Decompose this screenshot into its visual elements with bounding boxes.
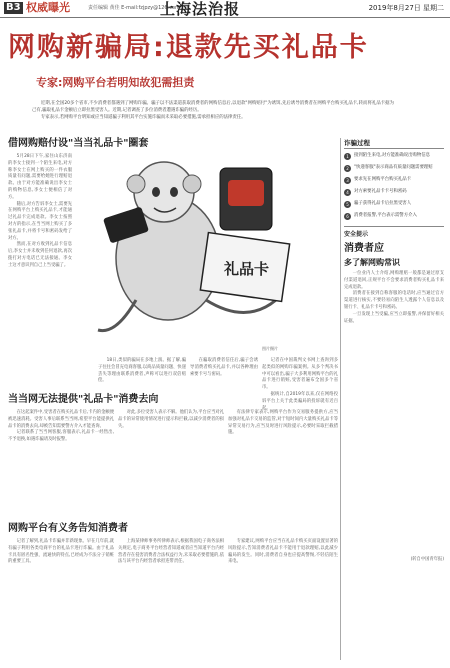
- sidebar-paragraph: 一位业内人士介绍,网购理赔一般都是通过原支付渠道退回,正规平台不会要求消费者购买礼品卡来完成退款。: [344, 271, 444, 290]
- sidebar-title: 消费者应: [344, 243, 384, 254]
- editor-info: 责任编辑 黄佳 E-mail:fzjpzy@126.com: [88, 5, 180, 11]
- list-item: [344, 177, 444, 184]
- list-item: [344, 213, 444, 220]
- sidebar-heading: 诈骗过程: [344, 138, 444, 149]
- issue-date: 2019年8月27日 星期二: [368, 4, 444, 12]
- step-number-icon: 1: [344, 153, 351, 160]
- article-paragraph: 对此,多位受害人表示不解。他们认为,平台应当对礼品卡的异常使用情况进行提示和拦截,以减少消费者的损失。: [118, 410, 224, 429]
- step-text: 要求先在网购平台购买礼品卡: [354, 177, 412, 182]
- step-text: 对方索要礼品卡卡号和密码: [354, 189, 407, 194]
- article-paragraph: 然而,在对方收到礼品卡信息后,李女士并未收到任何退款,再次拨打对方电话已无法接通。李女士这才意识到自己上当受骗了。: [8, 242, 72, 268]
- article-paragraph: 随后,对方告诉李女士,需要先在网购平台上购买礼品卡,才能通过礼品卡完成退款。李女士按照对方的指示,在当当网上购买了多张礼品卡,并将卡号和密码发给了对方。: [8, 201, 72, 241]
- step-text: 骗子获得礼品卡后拉黑受害人: [354, 201, 412, 206]
- photo-credit: 图片摄片: [262, 346, 278, 351]
- article-paragraph: 专家建议,网购平台应当在礼品卡购买页面设置显著的风险提示,告知消费者礼品卡不能用于退款理赔,以此减少骗局的发生。同时,消费者自身也应提高警惕,不轻信陌生来电。: [228, 539, 338, 565]
- section-title-1: 借网购赔付设"当当礼品卡"圈套: [8, 138, 149, 149]
- sidebar-subtitle: 多了解网购常识: [344, 258, 400, 267]
- list-item: [344, 153, 444, 160]
- section-title-3: 网购平台有义务告知消费者: [8, 523, 128, 534]
- article-column: [8, 410, 114, 516]
- sidebar-paragraph: 消费者在接到自称客服的电话时,应当通过官方渠道进行核实,不要轻易向陌生人透露个人信息以及银行卡、礼品卡卡号和密码。: [344, 291, 444, 310]
- step-number-icon: 6: [344, 213, 351, 220]
- step-number-icon: 3: [344, 177, 351, 184]
- column-name: 权威曝光: [26, 1, 70, 14]
- article-column: [118, 539, 224, 661]
- article-column: [8, 154, 72, 386]
- list-item: [344, 201, 444, 208]
- article-paragraph: 上海某律师事务所律师表示,根据我国电子商务法相关规定,电子商务平台经营者知道或者应当知道平台内经营者存在侵害消费者合法权益行为,未采取必要措施的,依法与该平台内经营者承担连带责任。: [118, 539, 224, 565]
- sidebar-paragraph: 一旦发现上当受骗,应当立即报警,并保留好相关证据。: [344, 311, 444, 324]
- fraud-steps-list: [344, 153, 444, 220]
- article-paragraph: 在这起案件中,受害者在购买礼品卡后,卡内的金额便被迅速消耗。受害人事后联系当当网,希望平台能提供礼品卡的消费去向,却被告知需要警方介入才能查询。: [8, 410, 114, 429]
- article-paragraph: 据统计,自2019年以来,仅在网络投诉平台上关于此类骗局的投诉就有近百起。: [262, 391, 338, 411]
- article-paragraph: 在骗取消费者信任后,骗子会诱导消费者购买礼品卡,并以各种理由索要卡号与密码。: [190, 358, 258, 377]
- list-item: [344, 165, 444, 172]
- article-paragraph: 5月28日下午,家住山东济南的李女士接到一个陌生来电,对方称李女士在网上购买的一件衣服质量有问题,需要给她进行理赔退款。由于对方能准确说出李女士的购物信息,李女士便相信了对方。: [8, 154, 72, 200]
- step-text: 接到陌生来电,对方能准确说出购物信息: [354, 153, 431, 158]
- page-number: B3: [6, 2, 21, 13]
- list-item: [344, 189, 444, 196]
- article-column: [190, 358, 258, 388]
- article-column: [98, 358, 186, 388]
- article-column: [228, 539, 338, 661]
- sidebar-body: [344, 271, 444, 553]
- step-text: 消费者报警,平台表示需警方介入: [354, 213, 417, 218]
- lede-paragraph: 近期,在全国20多个省市,不少消费者都遇到了网购诈骗。骗子以不法渠道获取消费者的网购信息后,以退款"网购赔付"为诱饵,先后诱导消费者在网购平台购买礼品卡,转而将礼品卡据为己有,骗取礼品卡金额后立即拉黑受害人。近期,记者调查了多位消费者遭遇诈骗的经历。: [32, 101, 394, 113]
- section-title-2: 当当网无法提供"礼品卡"消费去向: [8, 394, 159, 405]
- article-paragraph: 18日,类似的骗局在多地上演。据了解,骗子往往会冒充电商客服,以商品质量问题、快递丢失等理由联系消费者,声称可以进行双倍赔偿。: [98, 358, 186, 384]
- headline: 网购新骗局:退款先买礼品卡: [8, 32, 369, 63]
- article-column: [228, 410, 338, 516]
- article-column: [262, 358, 338, 411]
- column-divider: [340, 138, 341, 660]
- article-paragraph: 有法律专家表示,网购平台作为交易服务提供方,应当加强对礼品卡交易的监管,对于短时间内大量购买礼品卡等异常交易行为,应当及时进行风险提示,必要时采取拦截措施。: [228, 410, 338, 436]
- article-paragraph: 记者在中国裁判文书网上查询到多起类似的网购诈骗案例。从多个判决书中可以看出,骗子大多利用网购平台的礼品卡进行销赃,受害者遍布全国多个省市。: [262, 358, 338, 391]
- article-paragraph: 记者联系了当当网客服,客服表示,礼品卡一经售出,不予退换,如遇诈骗请及时报警。: [8, 430, 114, 443]
- step-number-icon: 2: [344, 165, 351, 172]
- gift-card-text: 礼品卡: [224, 260, 270, 278]
- sidebar-label: 安全提示: [344, 226, 444, 239]
- step-text: "快递客服"表示商品有质量问题需要理赔: [354, 165, 433, 170]
- article-column: [118, 410, 224, 516]
- article-column: [8, 539, 114, 661]
- illustration-monkey-gift-card: [76, 150, 306, 356]
- sidebar: [344, 138, 444, 660]
- step-number-icon: 5: [344, 201, 351, 208]
- sidebar-signature: (转自中国青年报): [410, 557, 444, 562]
- step-number-icon: 4: [344, 189, 351, 196]
- lede-paragraph: 专家表示,若网购平台明知或应当知道骗子利用其平台实施诈骗而未采取必要措施,需承担相应的法律责任。: [40, 115, 246, 120]
- lede: [32, 100, 394, 121]
- subheadline: 专家:网购平台若明知故犯需担责: [36, 76, 195, 89]
- masthead: [0, 0, 450, 18]
- newspaper-logo: 上海法治报: [160, 0, 241, 18]
- article-paragraph: 记者了解到,礼品卡诈骗并非新现象。早在几年前,就有骗子利用各类电商平台的礼品卡进行诈骗。由于礼品卡具有匿名性强、流通快的特点,已经成为不法分子销赃的重要工具。: [8, 539, 114, 565]
